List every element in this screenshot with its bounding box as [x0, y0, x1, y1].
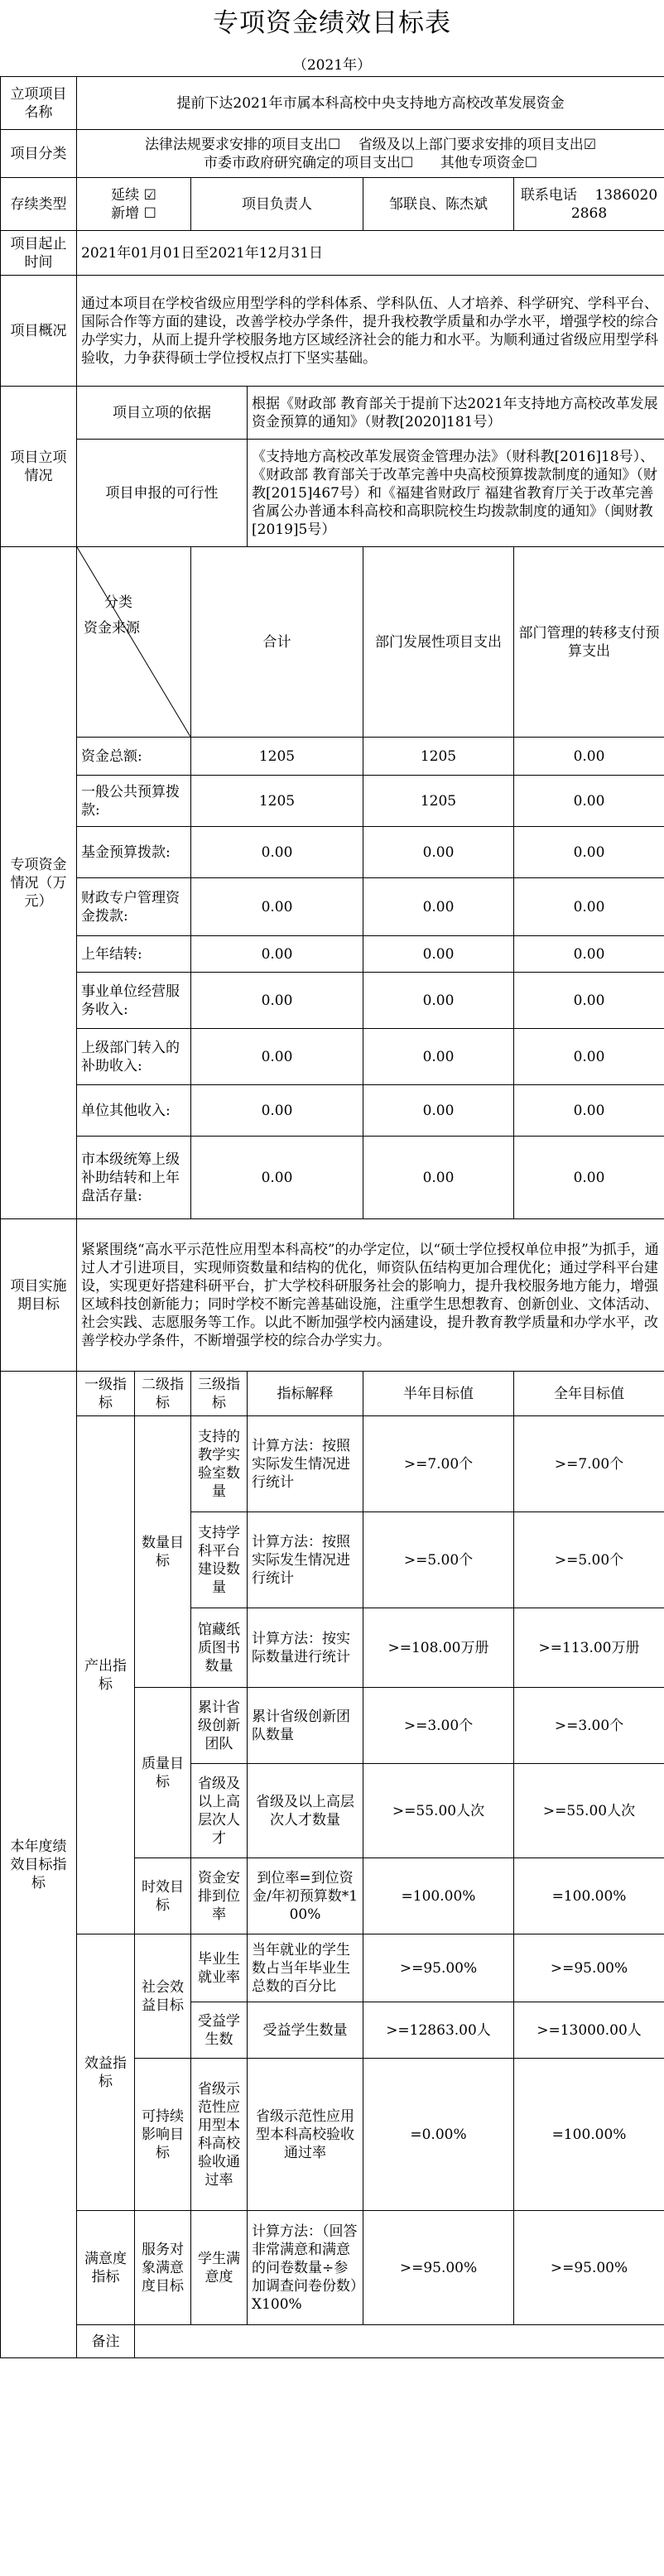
indicator-half: =0.00% — [363, 2059, 514, 2211]
indicator-full: >=95.00% — [514, 1934, 664, 2002]
funds-col-total: 合计 — [191, 547, 363, 738]
funds-row-dept: 1205 — [363, 776, 514, 827]
checkbox-new[interactable]: ☐ — [143, 204, 156, 222]
indicator-explain: 计算方法：按实际数量进行统计 — [248, 1608, 363, 1688]
row-project-category — [1, 130, 664, 178]
document-year: （2021年） — [292, 57, 372, 74]
indicator-full: >=3.00个 — [514, 1688, 664, 1764]
funds-row — [1, 936, 664, 973]
funds-row-name: 事业单位经营服务收入: — [77, 973, 191, 1029]
row-feasibility — [1, 440, 664, 547]
indicator-full: >=55.00人次 — [514, 1764, 664, 1858]
indicator-half: >=55.00人次 — [363, 1764, 514, 1858]
duration-new: 新增 — [111, 204, 140, 222]
indicator-half: >=108.00万册 — [363, 1608, 514, 1688]
funds-row-name: 市本级统筹上级补助结转和上年盘活存量: — [77, 1137, 191, 1219]
row-funds-header — [1, 547, 664, 738]
basis-source-value: 根据《财政部 教育部关于提前下达2021年支持地方高校改革发展资金预算的通知》（财教[2020]181号） — [248, 387, 664, 440]
funds-row-dept: 0.00 — [363, 878, 514, 936]
indicator-name: 支持的教学实验室数量 — [191, 1416, 248, 1512]
indicator-row — [1, 1934, 664, 2002]
funds-row-dept: 1205 — [363, 738, 514, 776]
service-label: 服务对象满意度目标 — [135, 2211, 191, 2325]
funds-row-transfer: 0.00 — [514, 1029, 664, 1085]
indicator-name: 支持学科平台建设数量 — [191, 1512, 248, 1608]
basis-label: 项目立项情况 — [1, 387, 77, 547]
funds-row-dept: 0.00 — [363, 973, 514, 1029]
indicator-explain: 到位率=到位资金/年初预算数*100% — [248, 1858, 363, 1934]
indicator-name: 累计省级创新团队 — [191, 1688, 248, 1764]
funds-row-transfer: 0.00 — [514, 878, 664, 936]
funds-col-dept: 部门发展性项目支出 — [363, 547, 514, 738]
period-value: 2021年01月01日至2021年12月31日 — [77, 231, 664, 276]
indicator-name: 毕业生就业率 — [191, 1934, 248, 2002]
remarks-value — [135, 2325, 664, 2358]
row-indicators-header — [1, 1372, 664, 1416]
phone-value: 13860202868 — [570, 186, 658, 222]
indicator-explain: 当年就业的学生数占当年毕业生总数的百分比 — [248, 1934, 363, 2002]
funds-row-transfer: 0.00 — [514, 738, 664, 776]
document-title: 专项资金绩效目标表 — [213, 8, 451, 38]
funds-row — [1, 776, 664, 827]
indicator-explain: 计算方法：（回答非常满意和满意的问卷数量÷参加调查问卷份数）X100% — [248, 2211, 363, 2325]
funds-row-name: 财政专户管理资金拨款: — [77, 878, 191, 936]
quantity-label: 数量目标 — [135, 1416, 191, 1688]
indicator-explain: 累计省级创新团队数量 — [248, 1688, 363, 1764]
phone-cell — [514, 178, 664, 231]
funds-row — [1, 827, 664, 878]
funds-row — [1, 1137, 664, 1219]
indicator-explain: 计算方法：按照实际发生情况进行统计 — [248, 1512, 363, 1608]
header-level2: 二级指标 — [135, 1372, 191, 1416]
indicator-name: 学生满意度 — [191, 2211, 248, 2325]
category-option-provincial: 省级及以上部门要求安排的项目支出 — [358, 136, 584, 153]
diagonal-line — [77, 547, 190, 737]
quality-label: 质量目标 — [135, 1688, 191, 1858]
indicator-full: =100.00% — [514, 2059, 664, 2211]
funds-corner-cell — [77, 547, 191, 738]
duration-label: 存续类型 — [1, 178, 77, 231]
indicator-full: >=95.00% — [514, 2211, 664, 2325]
indicator-explain: 受益学生数量 — [248, 2002, 363, 2059]
funds-row-total: 0.00 — [191, 973, 363, 1029]
leader-value: 邹联良、陈杰斌 — [363, 178, 514, 231]
benefit-label: 效益指标 — [77, 1934, 135, 2211]
indicator-half: >=12863.00人 — [363, 2002, 514, 2059]
checkbox-continued[interactable]: ☑ — [143, 186, 156, 204]
funds-row-transfer: 0.00 — [514, 1085, 664, 1137]
funds-row-name: 上年结转: — [77, 936, 191, 973]
satisfaction-label: 满意度指标 — [77, 2211, 135, 2325]
performance-table — [0, 76, 664, 2358]
feasibility-value: 《支持地方高校改革发展资金管理办法》（财科教[2016]18号）、《财政部 教育部关于改革完善中央高校预算拨款制度的通知》（财教[2015]467号）和《福建省财政厅 福建省教育厅关于改革完善省属公办普通本科高校和高职院校生均拨款制度的通知》（闽财教[2019]5号） — [248, 440, 664, 547]
indicator-name: 资金安排到位率 — [191, 1858, 248, 1934]
indicator-explain: 省级示范性应用型本科高校验收通过率 — [248, 2059, 363, 2211]
funds-row — [1, 1029, 664, 1085]
indicator-half: >=3.00个 — [363, 1688, 514, 1764]
checkbox-municipal[interactable]: ☐ — [401, 154, 414, 171]
timeliness-label: 时效目标 — [135, 1858, 191, 1934]
duration-continued: 延续 — [111, 186, 140, 204]
row-basis — [1, 387, 664, 440]
overview-value: 通过本项目在学校省级应用型学科的学科体系、学科队伍、人才培养、科学研究、学科平台、国际合作等方面的建设，改善学校办学条件，提升我校教学质量和办学水平，增强学校的综合办学实力，从而上提升学校服务地方区域经济社会的能力和水平。为顺利通过省级应用型学科验收，力争获得硕士学位授权点打下坚实基础。 — [77, 276, 664, 387]
indicator-half: >=95.00% — [363, 1934, 514, 2002]
row-project-name — [1, 77, 664, 130]
indicator-name: 省级及以上高层次人才 — [191, 1764, 248, 1858]
indicator-explain: 省级及以上高层次人才数量 — [248, 1764, 363, 1858]
header-level1: 一级指标 — [77, 1372, 135, 1416]
checkbox-law[interactable]: ☐ — [327, 136, 341, 153]
sustain-label: 可持续影响目标 — [135, 2059, 191, 2211]
indicator-row — [1, 1416, 664, 1512]
indicator-half: >=7.00个 — [363, 1416, 514, 1512]
funds-row-total: 0.00 — [191, 827, 363, 878]
category-option-other: 其他专项资金 — [440, 154, 525, 171]
funds-row-dept: 0.00 — [363, 1137, 514, 1219]
header-level3: 三级指标 — [191, 1372, 248, 1416]
indicator-name: 省级示范性应用型本科高校验收通过率 — [191, 2059, 248, 2211]
indicator-full: >=7.00个 — [514, 1416, 664, 1512]
remarks-label: 备注 — [77, 2325, 135, 2358]
row-implementation — [1, 1219, 664, 1372]
period-label: 项目起止时间 — [1, 231, 77, 276]
indicator-explain: 计算方法：按照实际发生情况进行统计 — [248, 1416, 363, 1512]
indicator-half: >=5.00个 — [363, 1512, 514, 1608]
indicator-name: 馆藏纸质图书数量 — [191, 1608, 248, 1688]
funds-row-total: 0.00 — [191, 1029, 363, 1085]
feasibility-label: 项目申报的可行性 — [77, 440, 248, 547]
funds-row — [1, 1085, 664, 1137]
indicator-full: >=13000.00人 — [514, 2002, 664, 2059]
indicators-label: 本年度绩效目标指标 — [1, 1372, 77, 2358]
funds-row-name: 单位其他收入: — [77, 1085, 191, 1137]
category-option-law: 法律法规要求安排的项目支出 — [144, 136, 328, 153]
output-label: 产出指标 — [77, 1416, 135, 1934]
funds-row — [1, 973, 664, 1029]
category-option-municipal: 市委市政府研究确定的项目支出 — [204, 154, 402, 171]
funds-corner-top: 分类 — [104, 594, 132, 611]
funds-row-dept: 0.00 — [363, 827, 514, 878]
implementation-value: 紧紧围绕“高水平示范性应用型本科高校”的办学定位，以“硕士学位授权单位申报”为抓手，通过人才引进项目，实现师资数量和结构的优化，师资队伍结构更加合理优化；通过学科平台建设，实现更好搭建科研平台，扩大学校科研服务社会的影响力，提升我校服务地方能力，增强区域科技创新能力；同时学校不断完善基础设施，注重学生思想教育、创新创业、文体活动、社会实践、志愿服务等工作。以此不断加强学校内涵建设，提升教育教学质量和办学水平，改善学校办学条件，不断增强学校的综合办学实力。 — [77, 1219, 664, 1372]
basis-source-label: 项目立项的依据 — [77, 387, 248, 440]
funds-row-transfer: 0.00 — [514, 936, 664, 973]
funds-row-total: 1205 — [191, 738, 363, 776]
funds-row-total: 0.00 — [191, 1085, 363, 1137]
funds-row-total: 1205 — [191, 776, 363, 827]
project-name-label: 立项项目名称 — [1, 77, 77, 130]
funds-row — [1, 878, 664, 936]
header-explain: 指标解释 — [248, 1372, 363, 1416]
indicator-half: =100.00% — [363, 1858, 514, 1934]
header-half: 半年目标值 — [363, 1372, 514, 1416]
row-duration — [1, 178, 664, 231]
indicator-full: =100.00% — [514, 1858, 664, 1934]
implementation-label: 项目实施期目标 — [1, 1219, 77, 1372]
funds-row-transfer: 0.00 — [514, 776, 664, 827]
checkbox-other[interactable]: ☐ — [524, 154, 537, 171]
funds-row-dept: 0.00 — [363, 1085, 514, 1137]
indicator-row — [1, 2211, 664, 2325]
indicator-full: >=113.00万册 — [514, 1608, 664, 1688]
project-category-options — [77, 130, 664, 178]
duration-options — [77, 178, 191, 231]
project-name-value: 提前下达2021年市属本科高校中央支持地方高校改革发展资金 — [77, 77, 664, 130]
funds-row-dept: 0.00 — [363, 936, 514, 973]
funds-row-transfer: 0.00 — [514, 973, 664, 1029]
funds-row-name: 上级部门转入的补助收入: — [77, 1029, 191, 1085]
funds-row-name: 基金预算拨款: — [77, 827, 191, 878]
funds-row-total: 0.00 — [191, 878, 363, 936]
funds-row-transfer: 0.00 — [514, 1137, 664, 1219]
indicator-half: >=95.00% — [363, 2211, 514, 2325]
phone-label: 联系电话 — [520, 186, 577, 204]
indicator-full: >=5.00个 — [514, 1512, 664, 1608]
row-remarks — [1, 2325, 664, 2358]
funds-label: 专项资金情况（万元） — [1, 547, 77, 1219]
social-label: 社会效益目标 — [135, 1934, 191, 2059]
header-full: 全年目标值 — [514, 1372, 664, 1416]
funds-row — [1, 738, 664, 776]
overview-label: 项目概况 — [1, 276, 77, 387]
row-period — [1, 231, 664, 276]
funds-row-name: 一般公共预算拨款: — [77, 776, 191, 827]
funds-col-transfer: 部门管理的转移支付预算支出 — [514, 547, 664, 738]
funds-row-transfer: 0.00 — [514, 827, 664, 878]
indicator-name: 受益学生数 — [191, 2002, 248, 2059]
checkbox-provincial[interactable]: ☑ — [583, 136, 597, 153]
funds-row-total: 0.00 — [191, 1137, 363, 1219]
funds-row-dept: 0.00 — [363, 1029, 514, 1085]
funds-row-name: 资金总额: — [77, 738, 191, 776]
funds-row-total: 0.00 — [191, 936, 363, 973]
project-category-label: 项目分类 — [1, 130, 77, 178]
row-overview — [1, 276, 664, 387]
funds-corner-bottom: 资金来源 — [84, 620, 140, 637]
leader-label: 项目负责人 — [191, 178, 363, 231]
